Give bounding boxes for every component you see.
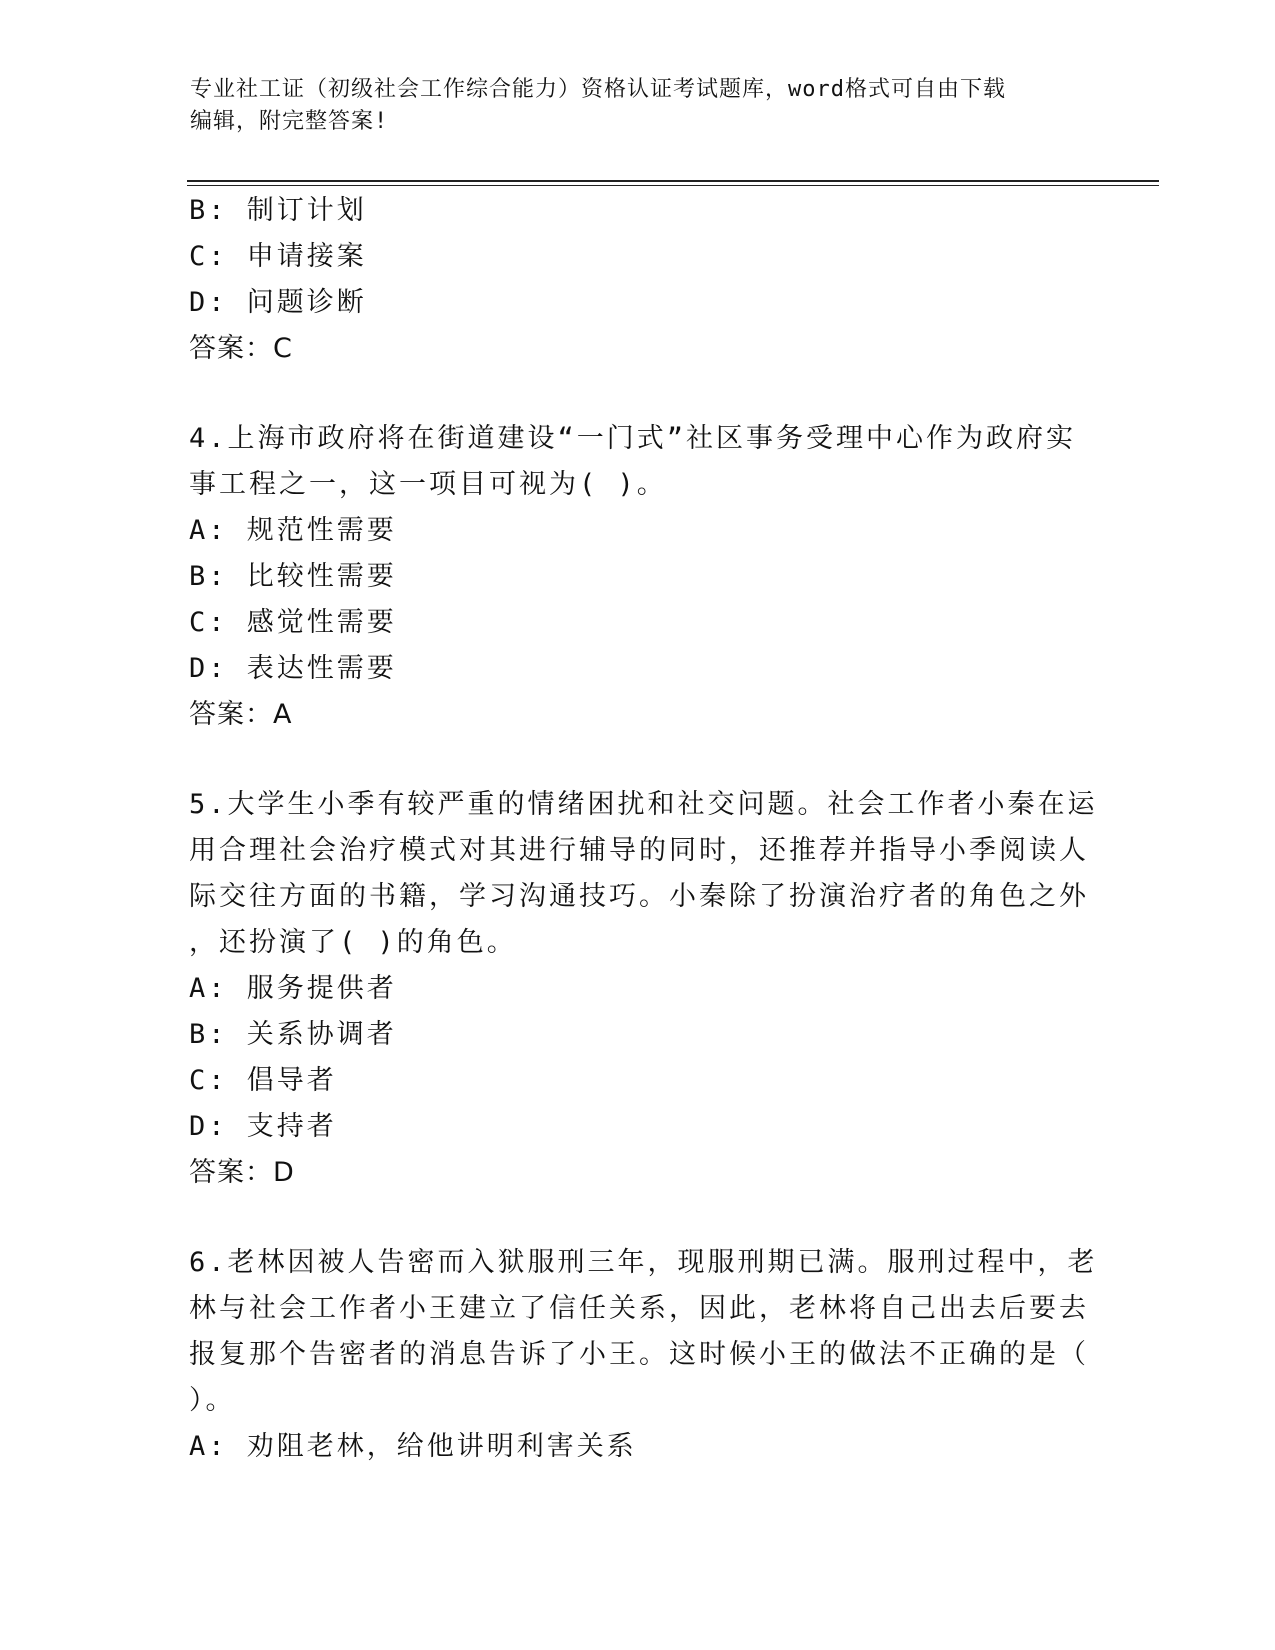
header-line-2: 编辑，附完整答案!: [190, 109, 389, 134]
spacer: [189, 738, 1069, 782]
header-rule-thick: [187, 180, 1159, 182]
question-stem: 际交往方面的书籍，学习沟通技巧。小秦除了扮演治疗者的角色之外: [189, 881, 1089, 912]
question-list: [189, 188, 1098, 1470]
spacer: [189, 372, 1069, 416]
option-d: D: 支持者: [189, 1111, 337, 1142]
spacer: [189, 1196, 1069, 1240]
answer: 答案：C: [189, 333, 293, 364]
question-stem: 用合理社会治疗模式对其进行辅导的同时，还推荐并指导小季阅读人: [189, 835, 1089, 866]
header-rule-thin: [187, 185, 1159, 186]
question-stem: ）。: [189, 1385, 236, 1416]
question-stem: 报复那个告密者的消息告诉了小王。这时候小王的做法不正确的是（: [189, 1339, 1089, 1370]
question-4: [189, 416, 1077, 738]
option-c: C: 申请接案: [189, 241, 367, 272]
question-stem: 4.上海市政府将在街道建设“一门式”社区事务受理中心作为政府实: [189, 423, 1077, 454]
question-stem: 事工程之一，这一项目可视为( )。: [189, 469, 667, 500]
header-line-1: 专业社工证（初级社会工作综合能力）资格认证考试题库，word格式可自由下载: [190, 77, 1006, 102]
question-6: [189, 1240, 1098, 1470]
option-d: D: 问题诊断: [189, 287, 367, 318]
question-stem: 6.老林因被人告密而入狱服刑三年，现服刑期已满。服刑过程中，老: [189, 1247, 1098, 1278]
document-header: [190, 74, 1090, 138]
option-d: D: 表达性需要: [189, 653, 397, 684]
question-3: [189, 188, 1069, 372]
option-a: A: 服务提供者: [189, 973, 397, 1004]
question-5: [189, 782, 1098, 1196]
question-stem: 5.大学生小季有较严重的情绪困扰和社交问题。社会工作者小秦在运: [189, 789, 1098, 820]
answer: 答案：D: [189, 1157, 295, 1188]
question-stem: 林与社会工作者小王建立了信任关系，因此，老林将自己出去后要去: [189, 1293, 1089, 1324]
option-b: B: 关系协调者: [189, 1019, 397, 1050]
option-c: C: 感觉性需要: [189, 607, 397, 638]
option-c: C: 倡导者: [189, 1065, 337, 1096]
option-a: A: 规范性需要: [189, 515, 397, 546]
question-stem: ，还扮演了( )的角色。: [189, 927, 517, 958]
option-b: B: 比较性需要: [189, 561, 397, 592]
option-b: B: 制订计划: [189, 195, 367, 226]
answer: 答案：A: [189, 699, 293, 730]
option-a: A: 劝阻老林，给他讲明利害关系: [189, 1431, 637, 1462]
